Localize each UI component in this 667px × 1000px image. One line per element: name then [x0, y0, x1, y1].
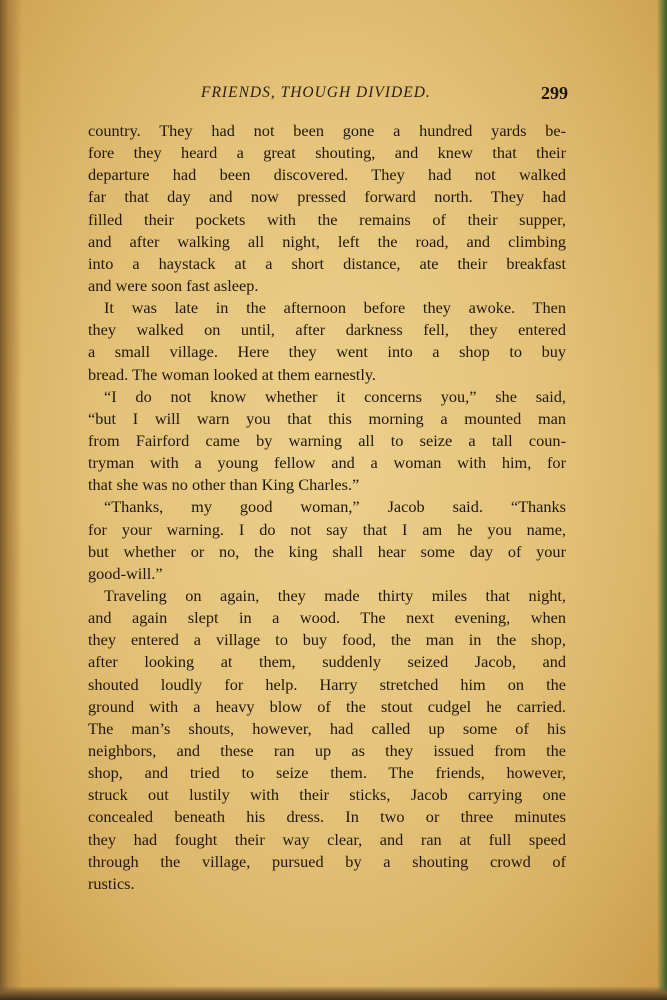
text-line: “Thanks, my good woman,” Jacob said. “Thanks: [104, 497, 566, 517]
text-line: concealed beneath his dress. In two or three minutes: [88, 807, 566, 827]
text-line: they had fought their way clear, and ran at full speed: [88, 829, 566, 849]
page-header: [88, 84, 568, 108]
text-line: and after walking all night, left the road, and climbing: [88, 231, 566, 251]
text-line: a small village. Here they went into a shop to buy: [88, 342, 566, 362]
text-line: neighbors, and these ran up as they issued from the: [88, 740, 566, 760]
text-line: fore they heard a great shouting, and knew that their: [88, 143, 566, 163]
text-line: departure had been discovered. They had not walked: [88, 165, 566, 185]
text-line: after looking at them, suddenly seized Jacob, and: [88, 652, 566, 672]
text-line: good-will.”: [88, 563, 163, 583]
text-line: but whether or no, the king shall hear some day of your: [88, 541, 566, 561]
body-text: [88, 120, 566, 895]
text-line: rustics.: [88, 873, 135, 893]
text-line: tryman with a young fellow and a woman with him, for: [88, 453, 566, 473]
running-title: FRIENDS, THOUGH DIVIDED.: [201, 84, 431, 101]
text-line: country. They had not been gone a hundred yards be-: [88, 121, 566, 140]
text-line: Traveling on again, they made thirty miles that night,: [104, 585, 566, 605]
spine-shadow: [0, 0, 22, 1000]
text-line: they entered a village to buy food, the man in the shop,: [88, 630, 566, 650]
text-line: they walked on until, after darkness fell, they entered: [88, 320, 566, 340]
text-line: struck out lustily with their sticks, Jacob carrying one: [88, 785, 566, 805]
text-line: for your warning. I do not say that I am he you name,: [88, 519, 566, 539]
text-line: “but I will warn you that this morning a mounted man: [88, 408, 566, 428]
text-line: that she was no other than King Charles.”: [88, 475, 360, 495]
text-line: and again slept in a wood. The next evening, when: [88, 608, 566, 628]
text-line: shouted loudly for help. Harry stretched him on the: [88, 674, 566, 694]
text-line: “I do not know whether it concerns you,” she said,: [104, 386, 566, 406]
text-line: shop, and tried to seize them. The friends, however,: [88, 763, 566, 783]
page-right-edge: [657, 0, 667, 1000]
page-number: 299: [541, 83, 568, 103]
text-line: ground with a heavy blow of the stout cudgel he carried.: [88, 696, 566, 716]
text-line: and were soon fast asleep.: [88, 275, 259, 295]
text-line: The man’s shouts, however, had called up some of his: [88, 718, 566, 738]
text-line: from Fairford came by warning all to seize a tall coun-: [88, 430, 566, 450]
text-line: far that day and now pressed forward north. They had: [88, 187, 566, 207]
page-bottom-edge: [0, 986, 667, 1000]
text-line: into a haystack at a short distance, ate their breakfast: [88, 253, 566, 273]
text-line: filled their pockets with the remains of their supper,: [88, 209, 566, 229]
text-line: It was late in the afternoon before they awoke. Then: [104, 298, 566, 318]
text-line: bread. The woman looked at them earnestly.: [88, 364, 376, 384]
text-line: through the village, pursued by a shouting crowd of: [88, 851, 566, 871]
